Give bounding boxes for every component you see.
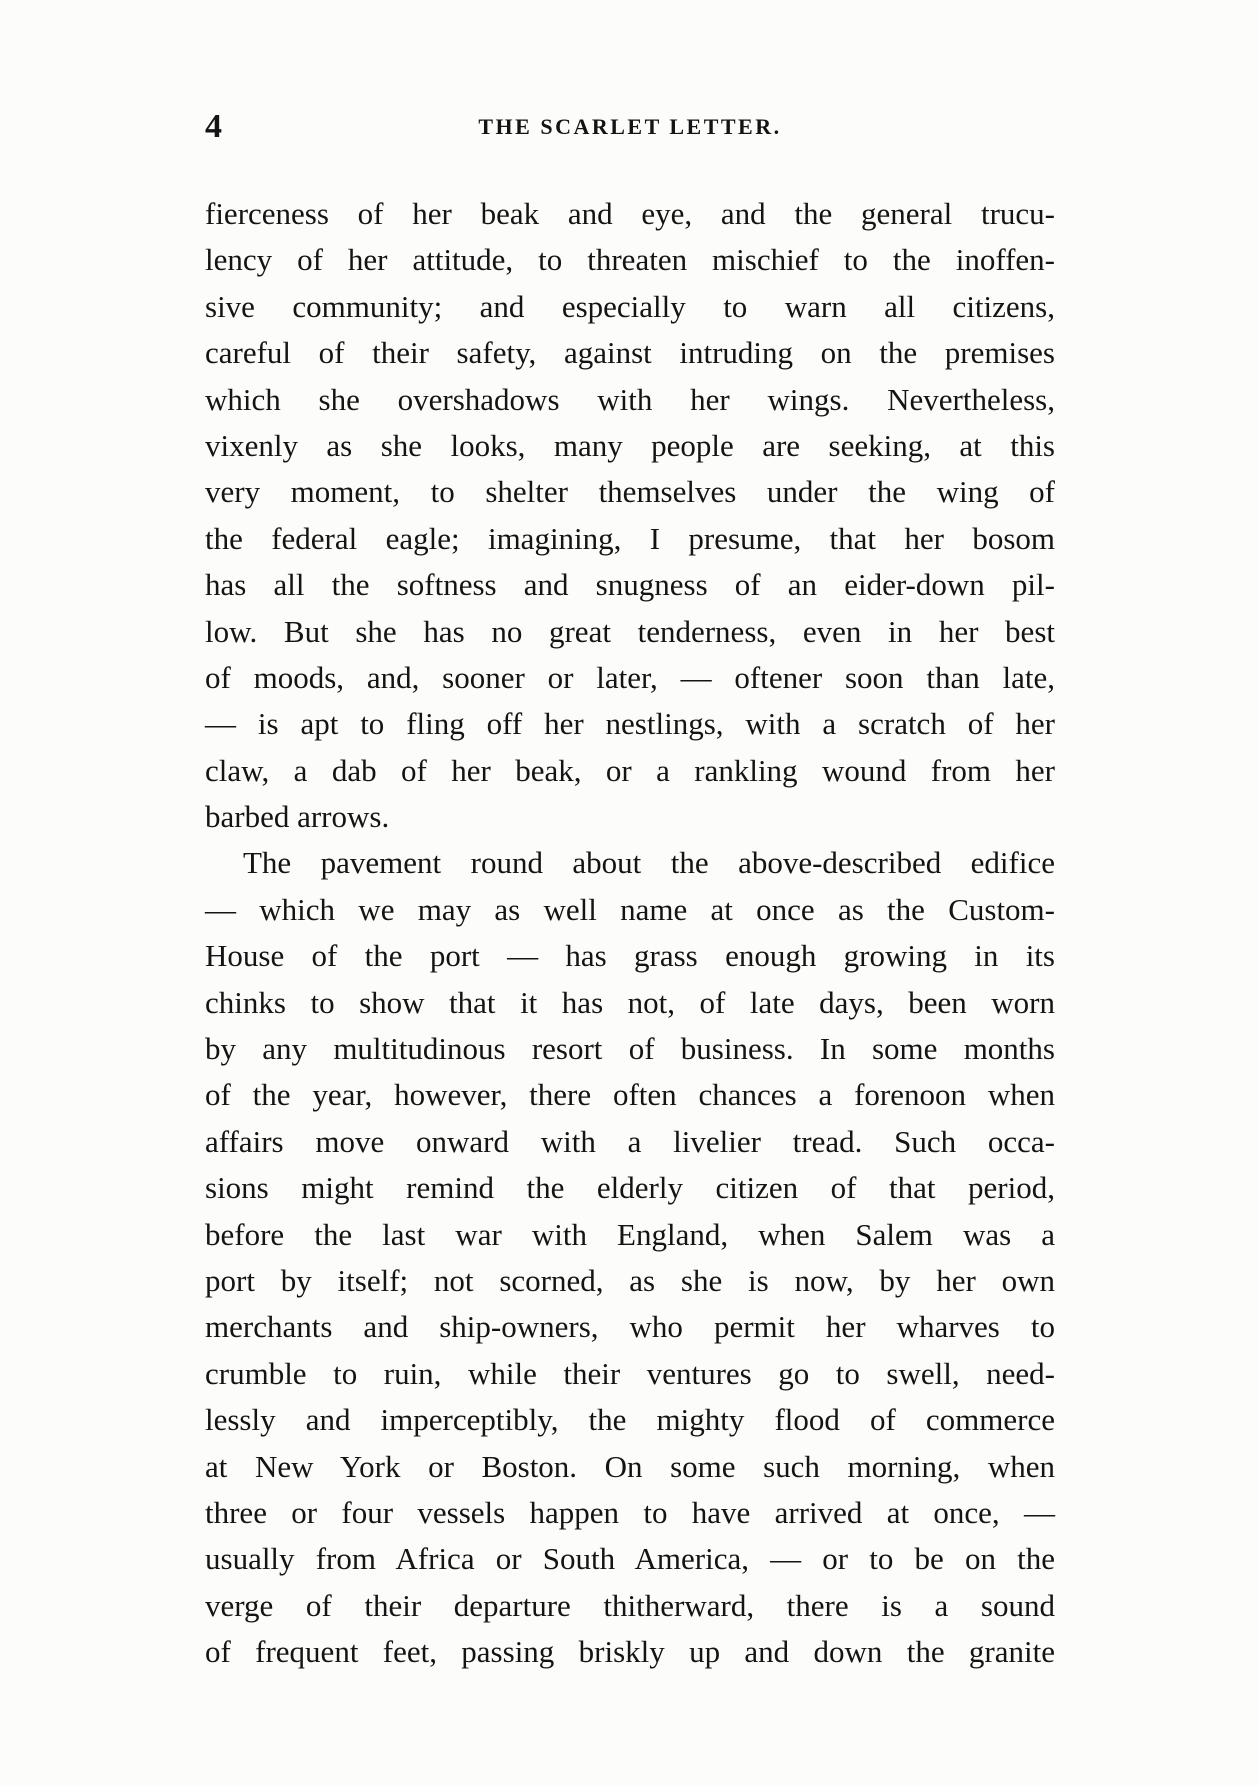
text-line: — which we may as well name at once as the Custom- — [205, 891, 1055, 927]
text-line: sive community; and especially to warn all citizens, — [205, 288, 1055, 324]
text-line: lency of her attitude, to threaten mischief to the inoffen- — [205, 242, 1055, 278]
text-line: careful of their safety, against intruding on the premises — [205, 335, 1055, 371]
text-line: crumble to ruin, while their ventures go to swell, need- — [205, 1355, 1055, 1391]
text-line: affairs move onward with a livelier tread. Such occa- — [205, 1123, 1055, 1159]
text-line: three or four vessels happen to have arrived at once, — — [205, 1494, 1055, 1530]
text-line: vixenly as she looks, many people are seeking, at this — [205, 427, 1055, 463]
page-number: 4 — [205, 108, 222, 145]
text-line: has all the softness and snugness of an eider-down pil- — [205, 567, 1055, 603]
text-line: the federal eagle; imagining, I presume, that her bosom — [205, 520, 1055, 556]
text-line: low. But she has no great tenderness, even in her best — [205, 613, 1055, 649]
page-header — [205, 102, 1055, 152]
text-line: at New York or Boston. On some such morning, when — [205, 1448, 1055, 1484]
text-line: claw, a dab of her beak, or a rankling wound from her — [205, 752, 1055, 788]
running-title: THE SCARLET LETTER. — [478, 114, 782, 139]
text-line: sions might remind the elderly citizen of that period, — [205, 1170, 1055, 1206]
text-line: of moods, and, sooner or later, — oftener soon than late, — [205, 659, 1055, 695]
text-line: of frequent feet, passing briskly up and down the granite — [205, 1634, 1055, 1670]
body-text — [205, 191, 1055, 1676]
text-line: barbed arrows. — [205, 799, 390, 835]
text-line: which she overshadows with her wings. Nevertheless, — [205, 381, 1055, 417]
text-line: fierceness of her beak and eye, and the general trucu- — [205, 196, 1055, 231]
text-line: merchants and ship-owners, who permit her wharves to — [205, 1309, 1055, 1345]
text-line: verge of their departure thitherward, there is a sound — [205, 1587, 1055, 1623]
text-line: — is apt to fling off her nestlings, with a scratch of her — [205, 706, 1055, 742]
text-line: The pavement round about the above-described edifice — [243, 845, 1055, 881]
text-line: very moment, to shelter themselves under the wing of — [205, 474, 1055, 510]
paragraph-2 — [205, 840, 1055, 1675]
text-line: port by itself; not scorned, as she is now, by her own — [205, 1262, 1055, 1298]
text-line: chinks to show that it has not, of late days, been worn — [205, 984, 1055, 1020]
text-line: lessly and imperceptibly, the mighty flood of commerce — [205, 1402, 1055, 1438]
text-line: usually from Africa or South America, — or to be on the — [205, 1541, 1055, 1577]
text-line: of the year, however, there often chances a forenoon when — [205, 1077, 1055, 1113]
paragraph-1 — [205, 191, 1055, 840]
text-line: before the last war with England, when Salem was a — [205, 1216, 1055, 1252]
text-line: by any multitudinous resort of business. In some months — [205, 1031, 1055, 1067]
text-line: House of the port — has grass enough growing in its — [205, 938, 1055, 974]
